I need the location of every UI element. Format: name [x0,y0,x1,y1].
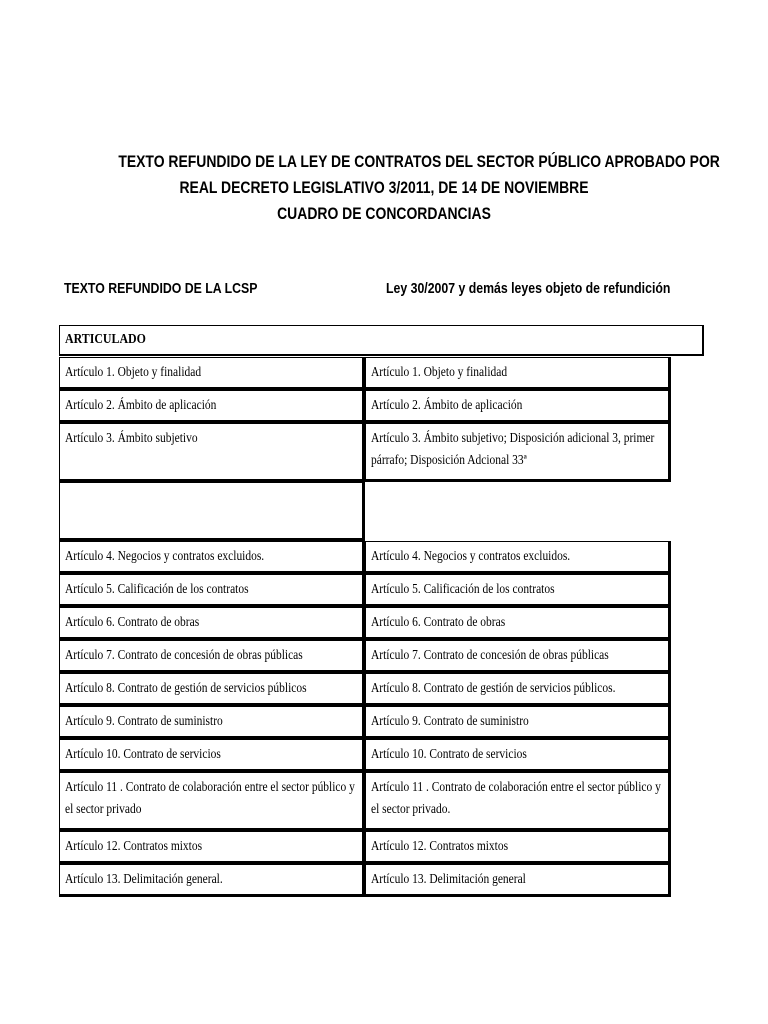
table-cell-left: Artículo 8. Contrato de gestión de servicios públicos [59,673,365,706]
table-cell-left: Artículo 7. Contrato de concesión de obras públicas [59,640,365,673]
table-row [59,357,673,390]
table-row [59,423,673,541]
document-title [118,149,720,227]
table-cell-right: Artículo 9. Contrato de suministro [365,706,671,739]
table-cell-left: Artículo 6. Contrato de obras [59,607,365,640]
table-row [59,390,673,423]
table-row [59,739,673,772]
table-cell-left-empty [59,482,365,541]
table-cell-right: Artículo 10. Contrato de servicios [365,739,671,772]
table-cell-left: Artículo 9. Contrato de suministro [59,706,365,739]
table-cell-right: Artículo 12. Contratos mixtos [365,831,671,864]
table-cell-left-split [59,423,365,541]
title-line-1: TEXTO REFUNDIDO DE LA LEY DE CONTRATOS DEL SECTOR PÚBLICO APROBADO POR [118,152,720,171]
table-cell-right: Artículo 2. Ámbito de aplicación [365,390,671,423]
column-heading-right: Ley 30/2007 y demás leyes objeto de refundición [386,280,671,297]
table-cell-left: Artículo 11 . Contrato de colaboración entre el sector público y el sector privado [59,772,365,831]
table-cell-left: Artículo 10. Contrato de servicios [59,739,365,772]
table-cell-right: Artículo 8. Contrato de gestión de servicios públicos. [365,673,671,706]
table-cell-left: Artículo 5. Calificación de los contratos [59,574,365,607]
table-cell-left: Artículo 12. Contratos mixtos [59,831,365,864]
table-cell-right: Artículo 11 . Contrato de colaboración entre el sector público y el sector privado. [365,772,671,831]
table-row [59,706,673,739]
concordance-table [59,357,673,897]
table-row [59,640,673,673]
title-line-3: CUADRO DE CONCORDANCIAS [277,204,491,223]
table-row [59,607,673,640]
table-cell-right: Artículo 3. Ámbito subjetivo; Disposición adicional 3, primer párrafo; Disposición Adcional 33ª [365,423,671,482]
title-line-2: REAL DECRETO LEGISLATIVO 3/2011, DE 14 DE NOVIEMBRE [179,178,589,197]
table-cell-left: Artículo 13. Delimitación general. [59,864,365,897]
table-cell-right: Artículo 6. Contrato de obras [365,607,671,640]
table-row [59,831,673,864]
table-cell-left: Artículo 1. Objeto y finalidad [59,357,365,390]
table-cell-left: Artículo 4. Negocios y contratos excluidos. [59,541,365,574]
table-row [59,673,673,706]
section-label-articulado [59,325,704,356]
table-row [59,864,673,897]
table-cell-left: Artículo 2. Ámbito de aplicación [59,390,365,423]
table-cell-left: Artículo 3. Ámbito subjetivo [59,423,365,482]
table-cell-right: Artículo 1. Objeto y finalidad [365,357,671,390]
section-label-text: ARTICULADO [65,332,146,347]
table-cell-right: Artículo 7. Contrato de concesión de obras públicas [365,640,671,673]
table-cell-right: Artículo 5. Calificación de los contratos [365,574,671,607]
column-heading-left: TEXTO REFUNDIDO DE LA LCSP [64,280,258,297]
table-row [59,772,673,831]
table-row [59,541,673,574]
table-cell-right: Artículo 13. Delimitación general [365,864,671,897]
table-cell-right: Artículo 4. Negocios y contratos excluidos. [365,541,671,574]
table-row [59,574,673,607]
